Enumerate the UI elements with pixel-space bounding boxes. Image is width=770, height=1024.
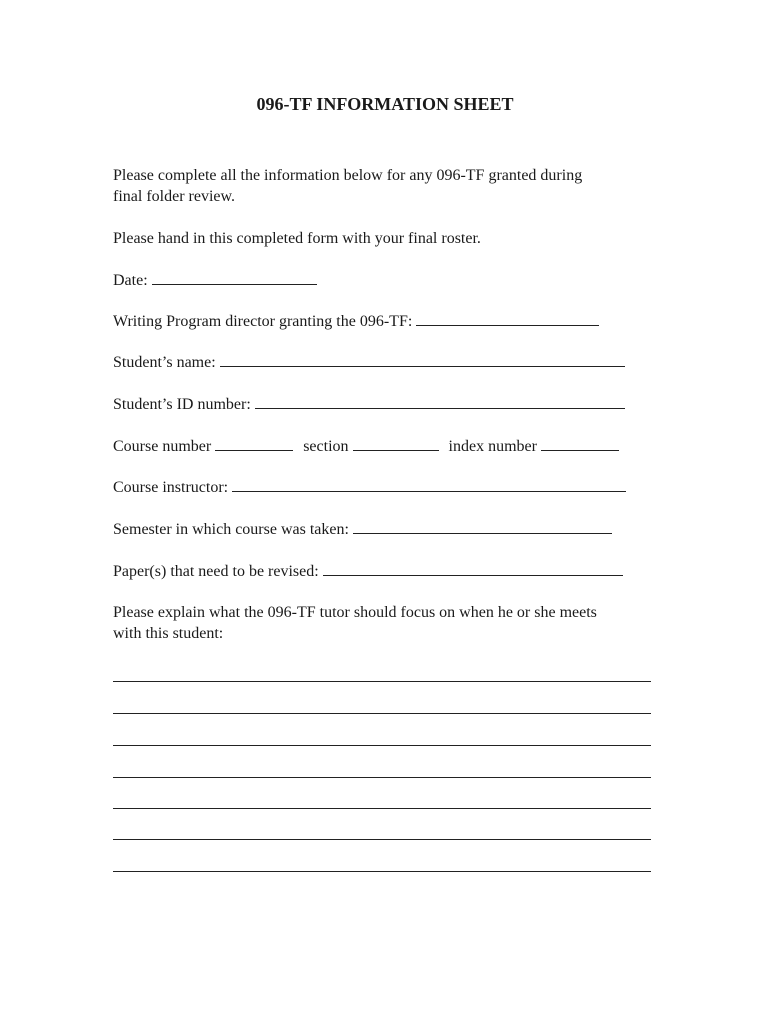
course-number-field[interactable]	[215, 436, 293, 451]
instructor-label: Course instructor:	[113, 479, 229, 496]
instructor-row	[113, 477, 658, 498]
explain-line-2: with this student:	[113, 625, 224, 642]
student-name-label: Student’s name:	[113, 354, 216, 371]
explain-answer-line[interactable]	[113, 777, 651, 778]
index-number-field[interactable]	[541, 436, 619, 451]
director-field[interactable]	[416, 311, 599, 326]
explain-answer-line[interactable]	[113, 839, 651, 840]
student-name-row	[113, 352, 658, 373]
explain-answer-line[interactable]	[113, 871, 651, 872]
date-label: Date:	[113, 272, 148, 289]
section-field[interactable]	[353, 436, 439, 451]
page-title: 096-TF INFORMATION SHEET	[256, 94, 514, 114]
intro-paragraph	[113, 165, 658, 207]
explain-answer-line[interactable]	[113, 808, 651, 809]
papers-label: Paper(s) that need to be revised:	[113, 563, 319, 580]
explain-answer-line[interactable]	[113, 681, 651, 682]
explain-paragraph	[113, 602, 658, 644]
explain-answer-line[interactable]	[113, 745, 651, 746]
date-field[interactable]	[152, 270, 317, 285]
course-number-label: Course number	[113, 438, 212, 455]
semester-field[interactable]	[353, 519, 612, 534]
student-id-field[interactable]	[255, 394, 625, 409]
semester-row	[113, 519, 658, 540]
intro-line-2: final folder review.	[113, 188, 236, 205]
index-number-label: index number	[448, 438, 537, 455]
director-row	[113, 311, 658, 332]
course-row	[113, 436, 658, 457]
date-row	[113, 270, 658, 291]
explain-line-1: Please explain what the 096-TF tutor should focus on when he or she meets	[113, 604, 597, 621]
semester-label: Semester in which course was taken:	[113, 521, 349, 538]
hand-in-instruction: Please hand in this completed form with your final roster.	[113, 230, 481, 247]
papers-field[interactable]	[323, 561, 623, 576]
instructor-field[interactable]	[232, 477, 626, 492]
director-label: Writing Program director granting the 096-TF:	[113, 313, 413, 330]
intro-line-1: Please complete all the information below for any 096-TF granted during	[113, 167, 583, 184]
student-id-label: Student’s ID number:	[113, 396, 251, 413]
papers-row	[113, 561, 658, 582]
explain-answer-line[interactable]	[113, 713, 651, 714]
student-name-field[interactable]	[220, 352, 625, 367]
section-label: section	[303, 438, 349, 455]
student-id-row	[113, 394, 658, 415]
